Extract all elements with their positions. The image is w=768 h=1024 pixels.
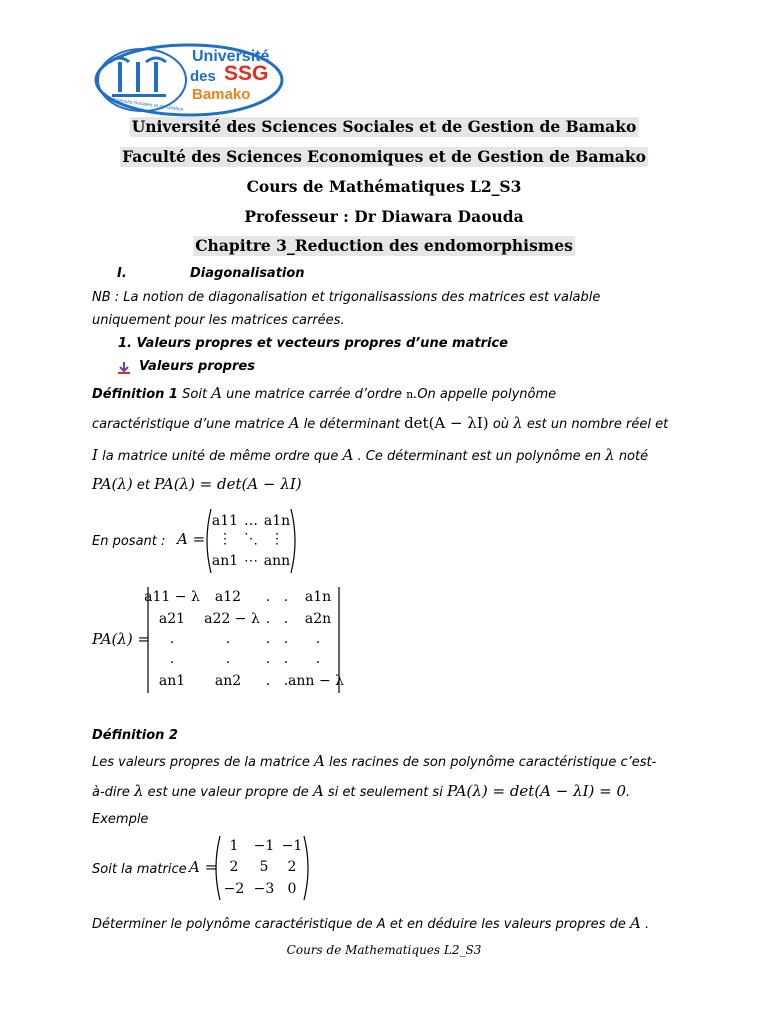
page-footer: Cours de Mathematiques L2_S3 bbox=[286, 943, 482, 957]
matrix-cell: a1n bbox=[263, 513, 291, 529]
def1-lambda-symbol: λ bbox=[513, 414, 523, 432]
posant-label: En posant : bbox=[92, 534, 166, 549]
det-cell: a22 − λ bbox=[204, 611, 260, 627]
def1-text: et bbox=[136, 478, 151, 493]
def1-text: caractéristique d’une matrice bbox=[92, 417, 285, 432]
heading-professor: Professeur : Dr Diawara Daouda bbox=[244, 207, 524, 226]
matrix-general bbox=[203, 507, 299, 575]
matrix-cell: ⋮ bbox=[218, 531, 232, 547]
bullet-icon bbox=[117, 360, 131, 379]
det-cell: . bbox=[169, 631, 175, 647]
example-cell: 1 bbox=[229, 838, 239, 854]
det-cell: an2 bbox=[214, 673, 242, 689]
det-cell: ann − λ bbox=[288, 673, 344, 689]
det-cell: . bbox=[169, 651, 175, 667]
def2-line-2 bbox=[92, 782, 630, 802]
det-cell: a21 bbox=[158, 611, 186, 627]
def1-text: .On appelle polynôme bbox=[413, 387, 557, 402]
heading-course: Cours de Mathématiques L2_S3 bbox=[246, 177, 522, 196]
det-cell: . bbox=[265, 589, 271, 605]
def1-identity-symbol: I bbox=[92, 446, 98, 464]
def2-text: à-dire bbox=[92, 785, 130, 800]
def2-text: Les valeurs propres de la matrice bbox=[92, 755, 310, 770]
definition-1 bbox=[92, 384, 556, 404]
posant-lhs: A = bbox=[177, 530, 206, 548]
det-cell: . bbox=[265, 673, 271, 689]
example-cell: −2 bbox=[223, 881, 245, 897]
def1-text: la matrice unité de même ordre que bbox=[102, 449, 339, 464]
det-cell: . bbox=[283, 673, 289, 689]
det-cell: . bbox=[225, 631, 231, 647]
task-matrix-symbol: A bbox=[629, 914, 641, 932]
example-soit: Soit la matrice bbox=[92, 862, 187, 877]
matrix-cell: ⋮ bbox=[270, 531, 284, 547]
def1-lambda-symbol: λ bbox=[605, 446, 615, 464]
example-cell: 5 bbox=[259, 859, 269, 875]
logo-text-ssg: SSG bbox=[224, 62, 269, 85]
task-line bbox=[92, 914, 649, 934]
heading-chapter: Chapitre 3_Reduction des endomorphismes bbox=[195, 236, 573, 255]
logo-text-bamako: Bamako bbox=[192, 86, 251, 103]
def1-text: où bbox=[492, 417, 510, 432]
det-cell: . bbox=[283, 611, 289, 627]
def1-label: Définition 1 bbox=[92, 387, 178, 402]
example-cell: 2 bbox=[287, 859, 297, 875]
determinant-matrix bbox=[146, 585, 342, 695]
det-cell: . bbox=[283, 651, 289, 667]
logo-arc-text: Sciences Sociales et de Gestion bbox=[111, 97, 184, 113]
det-cell: . bbox=[315, 631, 321, 647]
def1-text: . Ce déterminant est un polynôme en bbox=[357, 449, 602, 464]
nb-line-1: NB : La notion de diagonalisation et trigonalisassions des matrices est valable bbox=[92, 290, 601, 305]
logo-text-universite: Université bbox=[192, 48, 270, 65]
example-label: Exemple bbox=[92, 812, 149, 827]
task-text: Déterminer le polynôme caractéristique de A et en déduire les valeurs propres de bbox=[92, 917, 626, 932]
def1-text: le déterminant bbox=[303, 417, 400, 432]
def2-text: les racines de son polynôme caractéristique c’est- bbox=[329, 755, 657, 770]
det-cell: an1 bbox=[158, 673, 186, 689]
matrix-cell: ⋯ bbox=[244, 553, 258, 569]
def2-text: . bbox=[626, 785, 631, 800]
def1-line-4 bbox=[92, 475, 302, 495]
det-cell: . bbox=[225, 651, 231, 667]
det-cell: . bbox=[283, 631, 289, 647]
university-logo bbox=[92, 40, 287, 118]
det-cell: a11 − λ bbox=[144, 589, 200, 605]
nb-line-2: uniquement pour les matrices carrées. bbox=[92, 313, 345, 328]
det-cell: a12 bbox=[214, 589, 242, 605]
def1-line-2 bbox=[92, 414, 668, 434]
def1-matrix-symbol: A bbox=[211, 384, 223, 402]
char-poly-definition: PA(λ) = det(A − λI) bbox=[154, 475, 302, 493]
example-cell: −1 bbox=[281, 838, 303, 854]
def2-equation: PA(λ) = det(A − λI) = 0 bbox=[446, 782, 627, 800]
example-cell: −3 bbox=[253, 881, 275, 897]
example-cell: 2 bbox=[229, 859, 239, 875]
det-cell: a2n bbox=[304, 611, 332, 627]
bullet-label: Valeurs propres bbox=[139, 359, 255, 374]
task-text: . bbox=[644, 917, 650, 932]
section-title: Diagonalisation bbox=[190, 266, 305, 281]
example-cell: 0 bbox=[287, 881, 297, 897]
def1-text: noté bbox=[618, 449, 649, 464]
def2-text: est une valeur propre de bbox=[147, 785, 309, 800]
det-cell: . bbox=[315, 651, 321, 667]
def1-order-symbol: n bbox=[406, 388, 414, 401]
example-matrix bbox=[212, 834, 312, 902]
det-cell: . bbox=[265, 631, 271, 647]
def1-det-expression: det(A − λI) bbox=[404, 414, 489, 432]
char-poly-symbol: PA(λ) bbox=[92, 475, 133, 493]
matrix-cell: a11 bbox=[211, 513, 239, 529]
det-cell: . bbox=[265, 611, 271, 627]
heading-university: Université des Sciences Sociales et de Gestion de Bamako bbox=[131, 117, 637, 136]
def1-matrix-symbol: A bbox=[288, 414, 300, 432]
def2-matrix-symbol: A bbox=[312, 782, 324, 800]
def1-text: est un nombre réel et bbox=[526, 417, 669, 432]
def1-text: Soit bbox=[182, 387, 208, 402]
matrix-cell: ⋱ bbox=[244, 531, 258, 547]
matrix-cell: … bbox=[244, 513, 258, 529]
example-cell: −1 bbox=[253, 838, 275, 854]
def2-text: si et seulement si bbox=[327, 785, 443, 800]
def1-text: une matrice carrée d’ordre bbox=[226, 387, 402, 402]
example-lhs: A = bbox=[189, 858, 218, 876]
logo-text-des: des bbox=[190, 68, 216, 85]
matrix-cell: ann bbox=[263, 553, 291, 569]
det-cell: . bbox=[283, 589, 289, 605]
def2-label: Définition 2 bbox=[92, 728, 178, 743]
charpoly-lhs: PA(λ) = bbox=[92, 630, 151, 648]
section-number: I. bbox=[117, 266, 127, 281]
def2-lambda-symbol: λ bbox=[134, 782, 144, 800]
heading-faculty: Faculté des Sciences Economiques et de Gestion de Bamako bbox=[122, 147, 646, 166]
def2-matrix-symbol: A bbox=[314, 752, 325, 770]
def1-line-3 bbox=[92, 446, 648, 466]
det-cell: . bbox=[265, 651, 271, 667]
matrix-cell: an1 bbox=[211, 553, 239, 569]
subsection-title: 1. Valeurs propres et vecteurs propres d’une matrice bbox=[118, 336, 508, 351]
def1-matrix-symbol: A bbox=[342, 446, 354, 464]
det-cell: a1n bbox=[304, 589, 332, 605]
def2-line-1 bbox=[92, 752, 656, 772]
